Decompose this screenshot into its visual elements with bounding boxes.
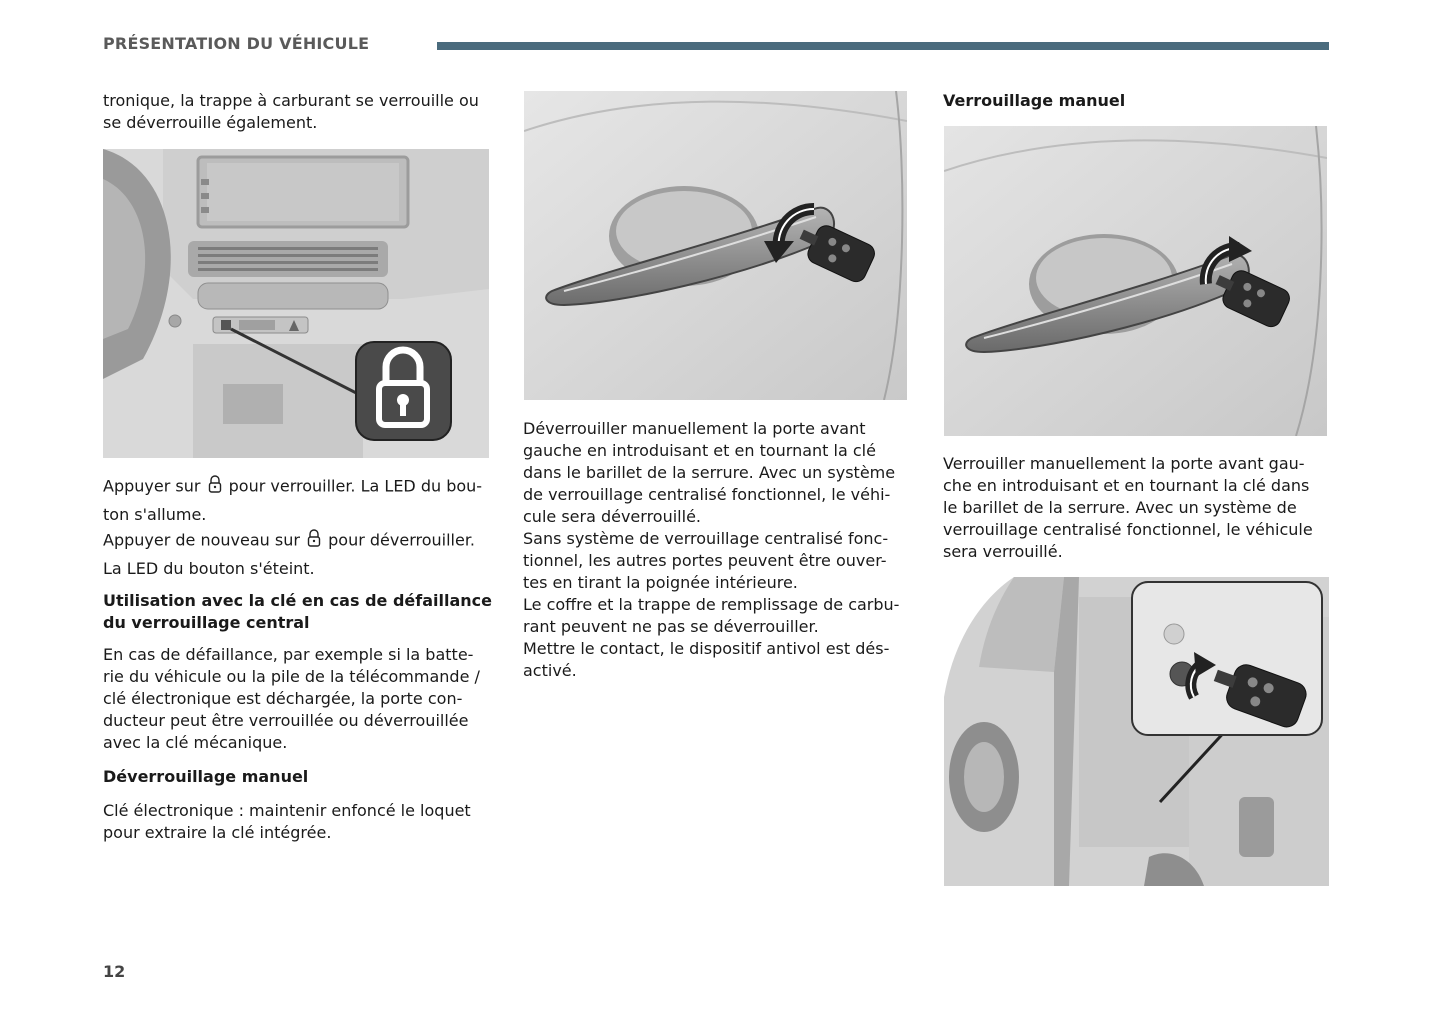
text-line: le barillet de la serrure. Avec un système de: [943, 498, 1297, 517]
padlock-icon: [307, 528, 321, 554]
text-line: verrouillage centralisé fonctionnel, le véhicule: [943, 520, 1313, 539]
column-1: [103, 90, 493, 134]
column-3-text: [943, 453, 1335, 563]
text-line: Déverrouiller manuellement la porte avant: [523, 419, 866, 438]
header-rule: [437, 42, 1329, 50]
unlock-text: La LED du bouton s'éteint.: [103, 559, 315, 578]
text-line: tes en tirant la poignée intérieure.: [523, 573, 798, 592]
column-2-text: [523, 418, 915, 682]
text-line: En cas de défaillance, par exemple si la batte-: [103, 645, 474, 664]
text-line: che en introduisant et en tournant la clé dans: [943, 476, 1310, 495]
unlock-text: Appuyer de nouveau sur: [103, 530, 300, 550]
text-line: tionnel, les autres portes peuvent être ouver-: [523, 551, 887, 570]
dashboard-illustration: [103, 149, 489, 458]
intro-line: se déverrouille également.: [103, 113, 318, 132]
heading-manual-unlock: Déverrouillage manuel: [103, 767, 309, 786]
padlock-icon: [208, 474, 222, 500]
heading-manual-lock: Verrouillage manuel: [943, 91, 1126, 110]
door-unlock-illustration: [524, 91, 907, 400]
text-line: dans le barillet de la serrure. Avec un système: [523, 463, 896, 482]
text-line: Sans système de verrouillage centralisé fonc-: [523, 529, 889, 548]
key-paragraph: [103, 800, 493, 844]
text-line: gauche en introduisant et en tournant la clé: [523, 441, 876, 460]
lock-text: pour verrouiller. La LED du bou-: [228, 476, 483, 496]
van-illustration: [944, 577, 1329, 886]
text-line: ducteur peut être verrouillée ou déverrouillée: [103, 711, 469, 730]
intro-line: tronique, la trappe à carburant se verrouille ou: [103, 91, 479, 110]
text-line: clé électronique est déchargée, la porte con-: [103, 689, 463, 708]
section-title: PRÉSENTATION DU VÉHICULE: [103, 34, 370, 53]
heading-failure: Utilisation avec la clé en cas de défaillance: [103, 591, 492, 610]
text-line: sera verrouillé.: [943, 542, 1063, 561]
text-line: rant peuvent ne pas se déverrouiller.: [523, 617, 819, 636]
text-line: activé.: [523, 661, 577, 680]
text-line: Mettre le contact, le dispositif antivol est dés-: [523, 639, 890, 658]
lock-text: ton s'allume.: [103, 505, 207, 524]
text-line: Clé électronique : maintenir enfoncé le loquet: [103, 801, 471, 820]
unlock-text: pour déverrouiller.: [328, 530, 476, 550]
text-line: de verrouillage centralisé fonctionnel, le véhi-: [523, 485, 891, 504]
heading-failure: du verrouillage central: [103, 613, 310, 632]
lock-instructions: [103, 474, 493, 844]
text-line: rie du véhicule ou la pile de la télécommande /: [103, 667, 480, 686]
failure-paragraph: [103, 644, 493, 754]
lock-text: Appuyer sur: [103, 476, 201, 496]
text-line: Verrouiller manuellement la porte avant gau-: [943, 454, 1305, 473]
text-line: cule sera déverrouillé.: [523, 507, 701, 526]
door-lock-illustration: [944, 126, 1327, 436]
column-3-heading: [943, 90, 1333, 112]
page-number: 12: [103, 962, 126, 981]
text-line: pour extraire la clé intégrée.: [103, 823, 332, 842]
text-line: Le coffre et la trappe de remplissage de carbu-: [523, 595, 900, 614]
text-line: avec la clé mécanique.: [103, 733, 288, 752]
